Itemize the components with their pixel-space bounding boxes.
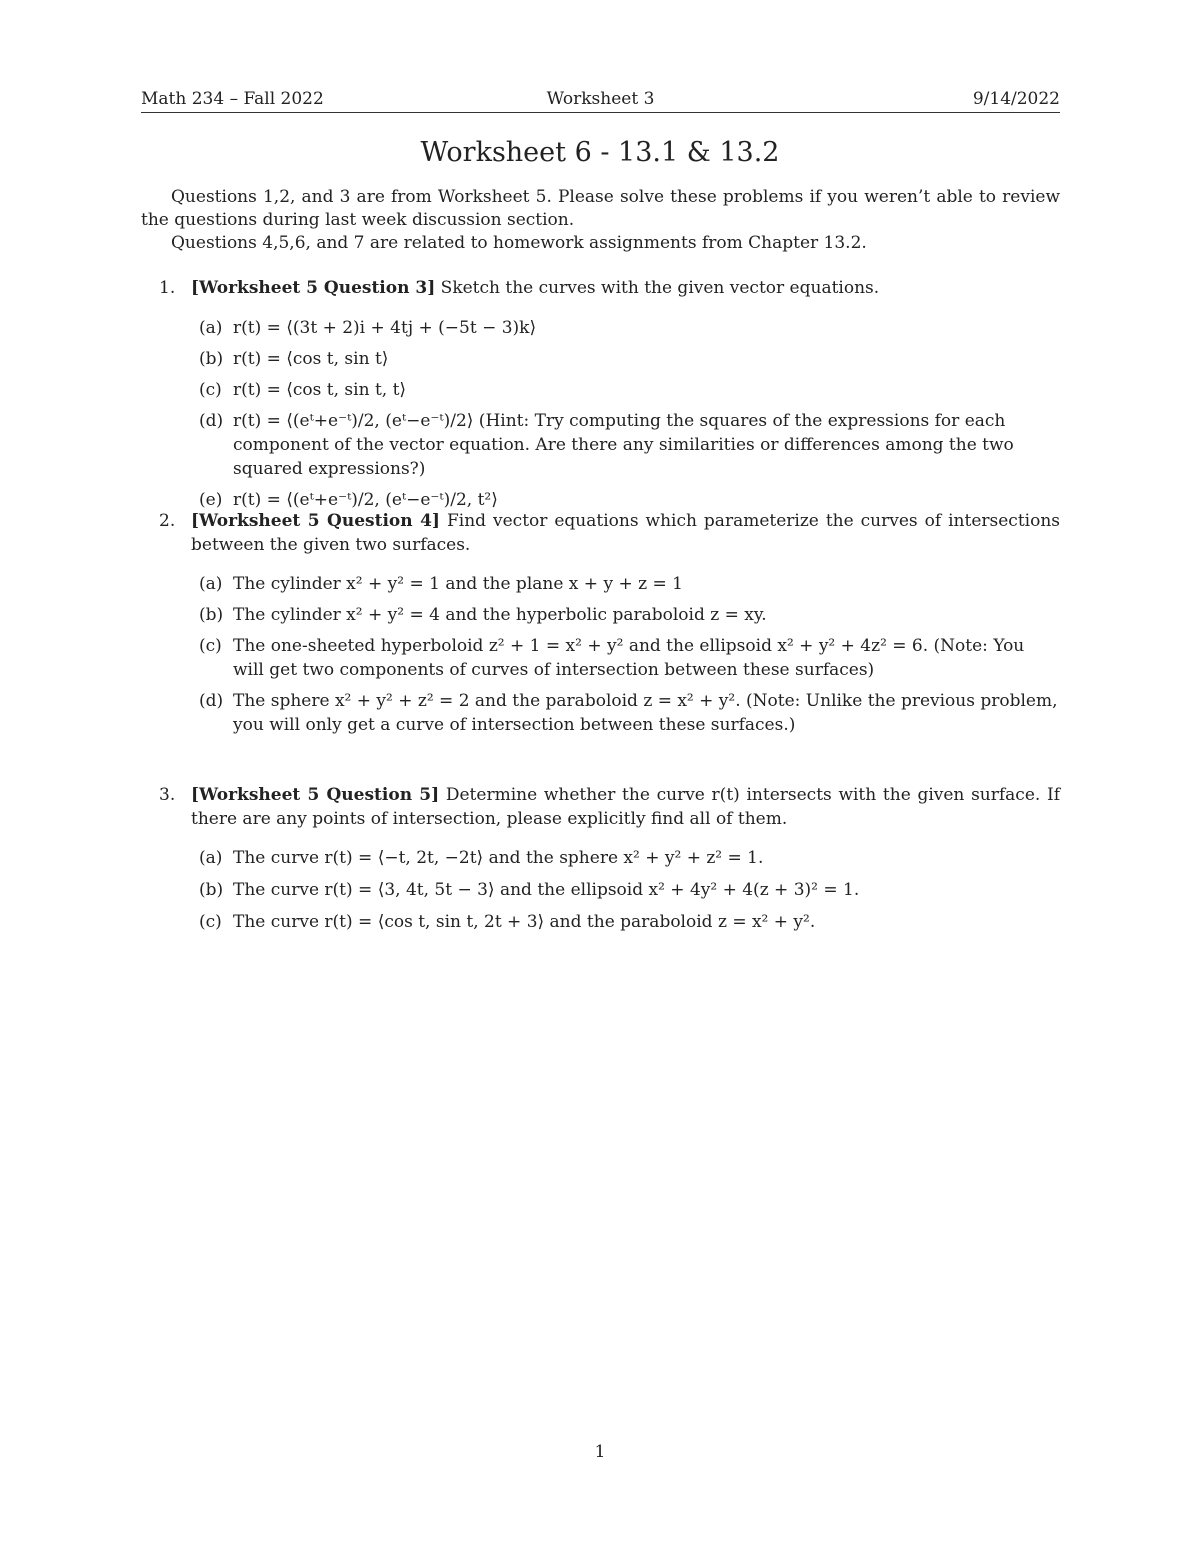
- question-prompt: [191, 509, 1060, 557]
- part-text: The sphere x² + y² + z² = 2 and the paraboloid z = x² + y². (Note: Unlike the previous problem, you will only get a curve of intersection between these surfaces.): [233, 691, 1058, 735]
- intro-paragraph-1: Questions 1,2, and 3 are from Worksheet 5. Please solve these problems if you weren’t able to review the questions during last week discussion section.: [141, 187, 1060, 230]
- part-text: The curve r(t) = ⟨−t, 2t, −2t⟩ and the sphere x² + y² + z² = 1.: [233, 848, 764, 868]
- header-course: Math 234 – Fall 2022: [141, 89, 324, 109]
- question-text: Sketch the curves with the given vector equations.: [440, 278, 880, 298]
- question-text: Determine whether the curve r(t) intersects with the given surface. If there are any points of intersection, please explicitly find all of them.: [191, 785, 1060, 829]
- question-part: [191, 316, 1060, 340]
- part-text: r(t) = ⟨(eᵗ+e⁻ᵗ)/2, (eᵗ−e⁻ᵗ)/2⟩ (Hint: Try computing the squares of the expressions for each component of the vector equation. Are there any similarities or differences among the two squared expressions?): [233, 411, 1014, 479]
- header-worksheet: Worksheet 3: [546, 89, 655, 109]
- part-text: r(t) = ⟨(eᵗ+e⁻ᵗ)/2, (eᵗ−e⁻ᵗ)/2, t²⟩: [233, 490, 498, 510]
- part-label: (b): [199, 349, 224, 369]
- question-part: [191, 347, 1060, 371]
- part-label: (c): [199, 636, 222, 656]
- question-number: 2.: [159, 511, 176, 531]
- part-label: (b): [199, 880, 224, 900]
- question-2: [141, 509, 1060, 737]
- part-text: The curve r(t) = ⟨cos t, sin t, 2t + 3⟩ and the paraboloid z = x² + y².: [233, 912, 816, 932]
- question-parts: [141, 572, 1060, 737]
- question-prompt: [191, 276, 1060, 300]
- question-3: [141, 783, 1060, 934]
- page-number: 1: [594, 1442, 606, 1462]
- part-text: The cylinder x² + y² = 1 and the plane x + y + z = 1: [233, 574, 683, 594]
- part-label: (d): [199, 691, 224, 711]
- part-text: The cylinder x² + y² = 4 and the hyperbolic paraboloid z = xy.: [233, 605, 767, 625]
- question-parts: [141, 846, 1060, 934]
- part-label: (c): [199, 912, 222, 932]
- question-1: [141, 276, 1060, 512]
- part-text: r(t) = ⟨cos t, sin t, t⟩: [233, 380, 407, 400]
- question-tag: [Worksheet 5 Question 4]: [191, 511, 440, 531]
- question-prompt: [191, 783, 1060, 831]
- question-part: [191, 409, 1060, 481]
- page-title: Worksheet 6 - 13.1 & 13.2: [420, 137, 780, 168]
- question-part: [191, 689, 1060, 737]
- part-text: The curve r(t) = ⟨3, 4t, 5t − 3⟩ and the ellipsoid x² + 4y² + 4(z + 3)² = 1.: [233, 880, 860, 900]
- running-header: [141, 86, 1060, 113]
- intro: [141, 186, 1060, 255]
- question-part: [191, 603, 1060, 627]
- part-text: r(t) = ⟨(3t + 2)i + 4tj + (−5t − 3)k⟩: [233, 318, 537, 338]
- intro-paragraph-2: Questions 4,5,6, and 7 are related to homework assignments from Chapter 13.2.: [171, 233, 867, 253]
- part-label: (b): [199, 605, 224, 625]
- question-part: [191, 846, 1060, 870]
- question-tag: [Worksheet 5 Question 5]: [191, 785, 440, 805]
- part-text: The one-sheeted hyperboloid z² + 1 = x² + y² and the ellipsoid x² + y² + 4z² = 6. (Note: You will get two components of curves of intersection between these surfaces): [233, 636, 1025, 680]
- part-label: (e): [199, 490, 223, 510]
- part-label: (d): [199, 411, 224, 431]
- part-label: (a): [199, 574, 223, 594]
- part-label: (a): [199, 848, 223, 868]
- question-number: 3.: [159, 785, 176, 805]
- question-number: 1.: [159, 278, 176, 298]
- question-part: [191, 572, 1060, 596]
- question-part: [191, 910, 1060, 934]
- part-label: (c): [199, 380, 222, 400]
- question-part: [191, 878, 1060, 902]
- question-text: Find vector equations which parameterize the curves of intersections between the given two surfaces.: [191, 511, 1060, 555]
- question-part: [191, 378, 1060, 402]
- question-part: [191, 634, 1060, 682]
- question-parts: [141, 316, 1060, 512]
- part-label: (a): [199, 318, 223, 338]
- part-text: r(t) = ⟨cos t, sin t⟩: [233, 349, 389, 369]
- header-date: 9/14/2022: [972, 89, 1060, 109]
- question-tag: [Worksheet 5 Question 3]: [191, 278, 436, 298]
